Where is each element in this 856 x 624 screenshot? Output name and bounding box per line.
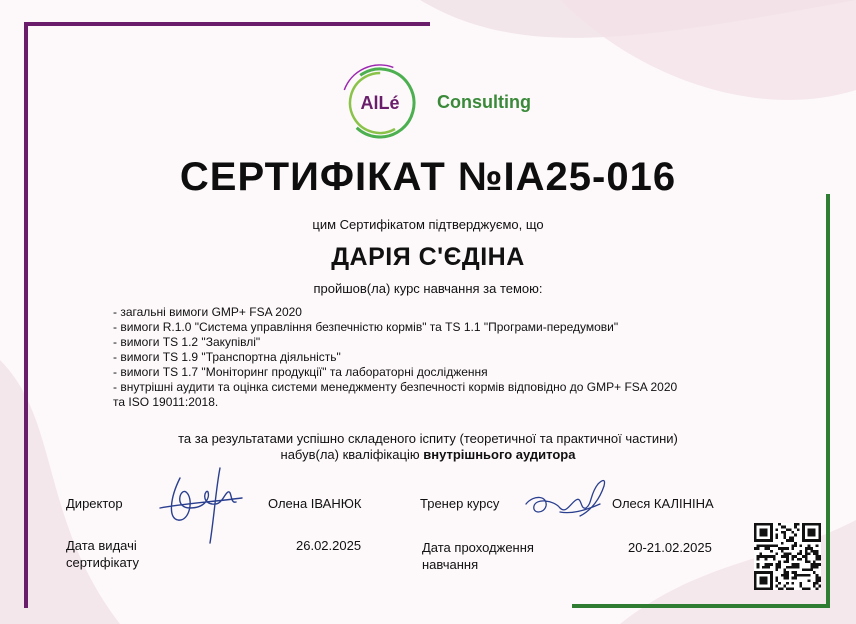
issue-date-value: 26.02.2025 [296, 538, 362, 553]
trainer-name: Олеся КАЛІНІНА [612, 496, 714, 511]
frame-bottom-border [572, 604, 830, 608]
list-item: - вимоги TS 1.9 "Транспортна діяльність" [113, 350, 341, 364]
frame-top-border [24, 22, 430, 26]
training-date-label-line2: навчання [422, 557, 479, 572]
list-item: - загальні вимоги GMP+ FSA 2020 [113, 305, 302, 319]
trainer-signature [520, 474, 610, 524]
director-signature [150, 458, 250, 548]
trainer-label: Тренер курсу [420, 496, 500, 511]
issue-date-label-line2: сертифікату [66, 555, 139, 570]
list-item: - вимоги R.1.0 "Система управління безпечністю кормів" та TS 1.1 "Програми-передумови" [113, 320, 619, 334]
result-prefix: набув(ла) кваліфікацію [280, 447, 424, 462]
topics-list [113, 305, 803, 410]
list-item: та ISO 19011:2018. [113, 395, 219, 409]
issue-date-label-line1: Дата видачі [66, 538, 137, 553]
list-item: - вимоги TS 1.2 "Закупівлі" [113, 335, 261, 349]
training-date-value: 20-21.02.2025 [628, 540, 712, 555]
list-item: - вимоги TS 1.7 "Моніторинг продукції" та лабораторні дослідження [113, 365, 488, 379]
recipient-name: ДАРІЯ С'ЄДІНА [331, 243, 525, 271]
director-name: Олена ІВАНЮК [268, 496, 362, 511]
result-text-line2 [0, 447, 856, 462]
result-text-line1: та за результатами успішно складеного іспиту (теоретичної та практичної частини) [178, 431, 678, 446]
training-date-label-line1: Дата проходження [422, 540, 534, 555]
list-item: - внутрішні аудити та оцінка системи менеджменту безпечності кормів відповідно до GMP+ FSA 2020 [113, 380, 678, 394]
logo-subtitle: Consulting [437, 92, 531, 112]
course-intro: пройшов(ла) курс навчання за темою: [313, 281, 543, 296]
logo-text: AlLé [360, 93, 400, 113]
qualification-title: внутрішнього аудитора [423, 447, 576, 462]
certificate-title: СЕРТИФІКАТ №IA25-016 [179, 155, 677, 199]
qr-code [754, 523, 821, 590]
director-label: Директор [66, 496, 123, 511]
frame-left-border [24, 22, 28, 608]
confirm-text: цим Сертифікатом підтверджуємо, що [312, 217, 544, 232]
